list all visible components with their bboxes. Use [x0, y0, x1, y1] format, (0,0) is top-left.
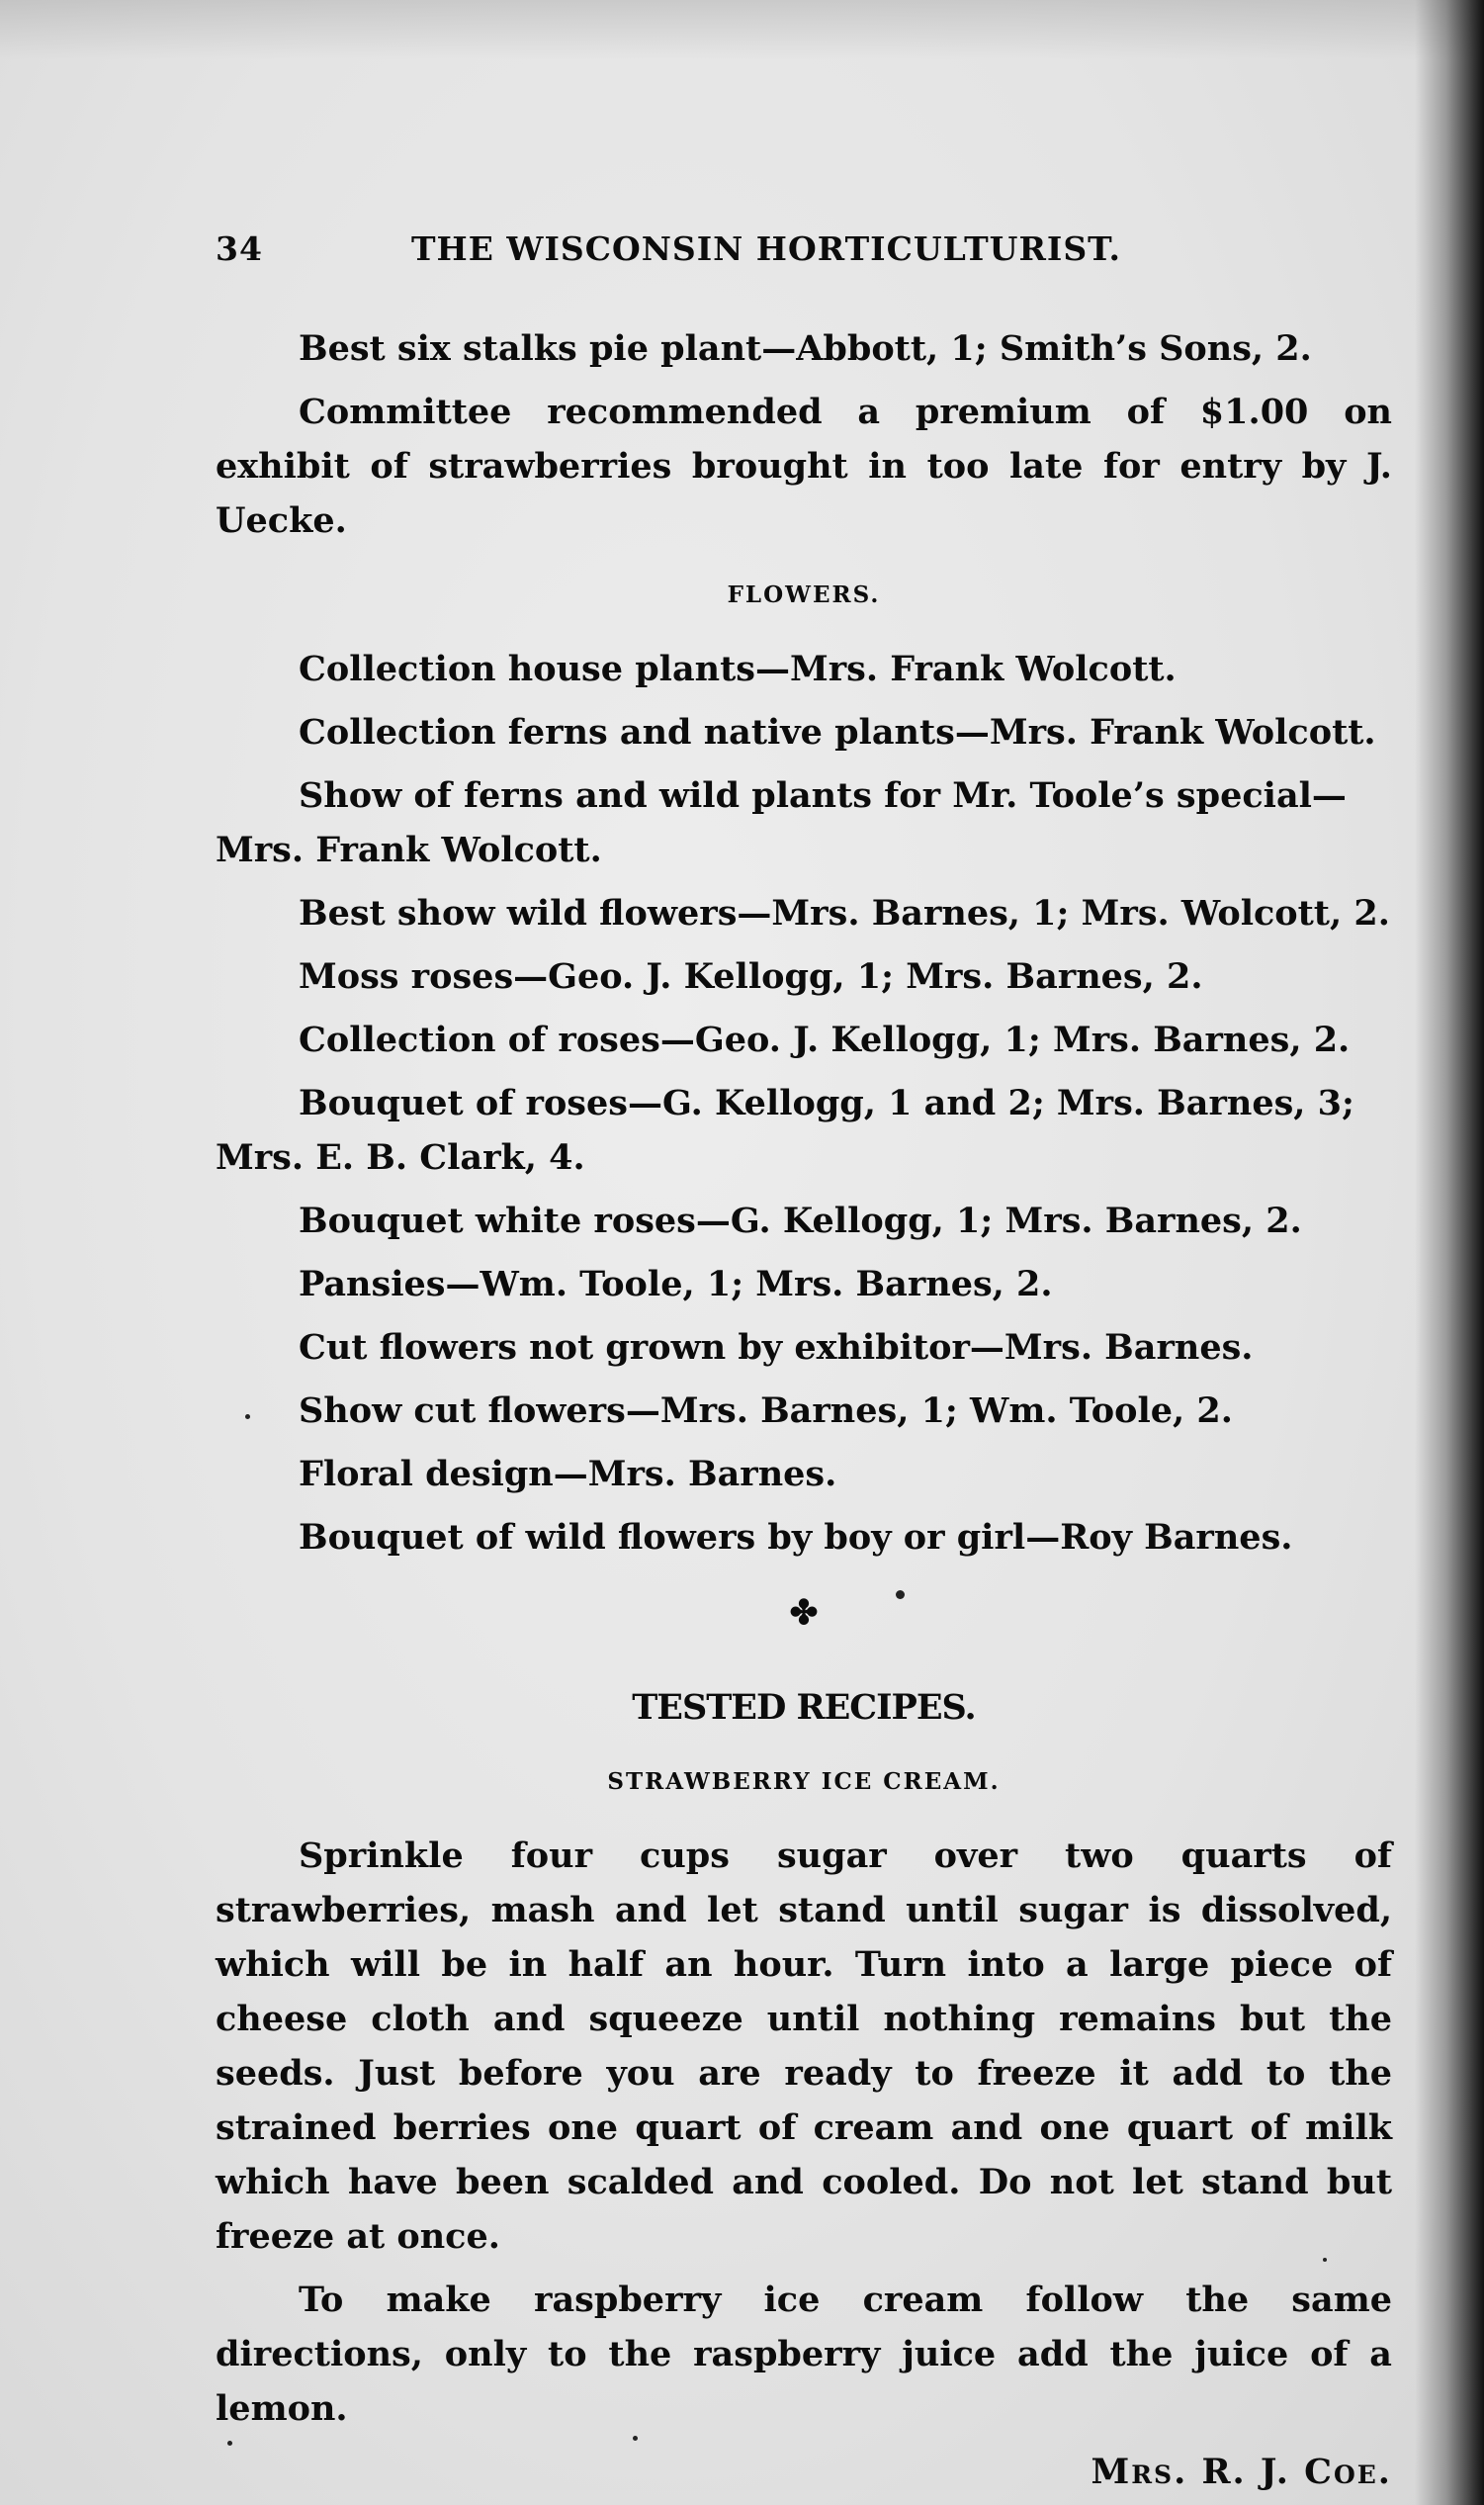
recipe-signature: Mrs. R. J. Coe. — [1091, 2452, 1392, 2492]
page-top-shadow — [0, 0, 1484, 59]
print-speck — [896, 1590, 905, 1599]
flower-entry: Floral design—Mrs. Barnes. — [299, 1454, 837, 1494]
recipe-paragraph: To make raspberry ice cream follow the same directions, only to the raspberry juice add the juice of a lemon. — [216, 2280, 1392, 2429]
flowers-list — [216, 642, 1392, 1565]
page-binding-edge — [1415, 0, 1484, 2505]
intro-paragraph: Best six stalks pie plant—Abbott, 1; Smith’s Sons, 2. — [299, 328, 1312, 369]
recipe-paragraph: Sprinkle four cups sugar over two quarts of strawberries, mash and let stand until sugar is dissolved, which will be in half an hour. Turn into a large piece of cheese cloth and squeeze until nothing remains but the seeds. Just before you are ready to freeze it add to the strained berries one quart of cream and one quart of milk which have been scalded and cooled. Do not let stand but freeze at once. — [216, 1835, 1392, 2257]
flower-entry: Moss roses—Geo. J. Kellogg, 1; Mrs. Barnes, 2. — [299, 956, 1203, 997]
print-speck — [227, 2441, 232, 2446]
flower-entry: Collection ferns and native plants—Mrs. Frank Wolcott. — [299, 712, 1376, 753]
flower-entry: Bouquet of roses—G. Kellogg, 1 and 2; Mrs. Barnes, 3; Mrs. E. B. Clark, 4. — [216, 1083, 1354, 1178]
recipe-title: STRAWBERRY ICE CREAM. — [607, 1768, 1001, 1795]
page-body — [216, 321, 1392, 2499]
print-speck — [633, 2436, 638, 2441]
flower-entry: Show cut flowers—Mrs. Barnes, 1; Wm. Toole, 2. — [299, 1390, 1233, 1431]
recipes-heading: TESTED RECIPES. — [632, 1687, 976, 1728]
print-speck — [245, 1414, 250, 1419]
page-number: 34 — [216, 229, 263, 268]
running-header — [216, 229, 1204, 279]
flower-entry: Best show wild flowers—Mrs. Barnes, 1; Mrs. Wolcott, 2. — [299, 893, 1390, 934]
flower-entry: Show of ferns and wild plants for Mr. Toole’s special—Mrs. Frank Wolcott. — [216, 775, 1347, 870]
flower-entry: Collection house plants—Mrs. Frank Wolcott. — [299, 649, 1177, 689]
print-speck — [1323, 2258, 1327, 2262]
flower-entry: Bouquet of wild flowers by boy or girl—Roy Barnes. — [299, 1517, 1293, 1558]
flower-entry: Bouquet white roses—G. Kellogg, 1; Mrs. Barnes, 2. — [299, 1201, 1302, 1241]
flower-entry: Cut flowers not grown by exhibitor—Mrs. Barnes. — [299, 1327, 1254, 1368]
flowers-heading: FLOWERS. — [727, 582, 881, 608]
flower-entry: Pansies—Wm. Toole, 1; Mrs. Barnes, 2. — [299, 1264, 1053, 1304]
intro-paragraph: Committee recommended a premium of $1.00 on exhibit of strawberries brought in too late for entry by J. Uecke. — [216, 392, 1392, 541]
running-title: THE WISCONSIN HORTICULTURIST. — [411, 229, 1121, 268]
ornament-icon: ✤ — [789, 1593, 819, 1633]
flower-entry: Collection of roses—Geo. J. Kellogg, 1; Mrs. Barnes, 2. — [299, 1020, 1351, 1060]
